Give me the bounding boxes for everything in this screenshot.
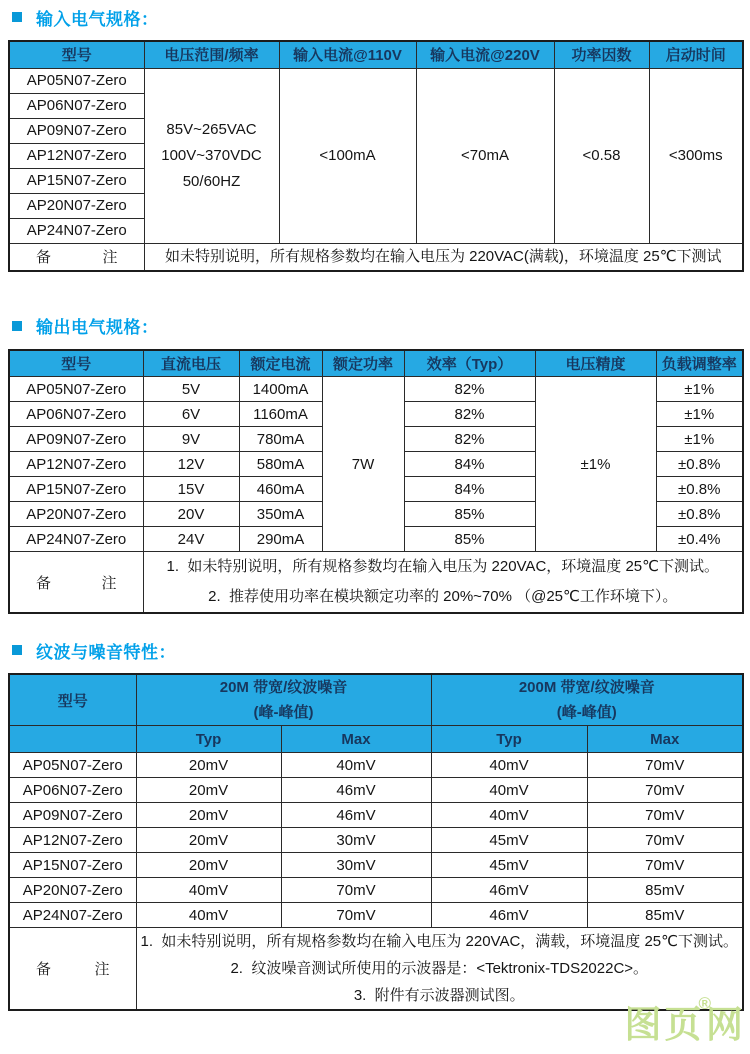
rated-current-cell: 290mA: [239, 527, 322, 552]
voltage-line: 85V~265VAC: [166, 120, 257, 138]
typ-20m-cell: 20mV: [136, 828, 281, 853]
header-typ-20m: Typ: [136, 726, 281, 753]
note-text-cell: [144, 243, 743, 271]
table-row: [9, 853, 743, 878]
header-input-current-220v: 输入电流@220V: [416, 41, 554, 68]
header-power-factor: 功率因数: [554, 41, 649, 68]
max-20m-cell: 30mV: [281, 828, 431, 853]
efficiency-cell: 84%: [404, 452, 535, 477]
load-regulation-cell: ±1%: [656, 427, 743, 452]
header-voltage-range: 电压范围/频率: [144, 41, 279, 68]
model-cell: AP20N07-Zero: [9, 193, 144, 218]
note-row: [9, 928, 743, 1011]
header-startup-time: 启动时间: [649, 41, 743, 68]
note-label-char: 注: [94, 961, 110, 978]
efficiency-cell: 82%: [404, 402, 535, 427]
voltage-line: 100V~370VDC: [161, 146, 262, 164]
voltage-precision-cell: ±1%: [535, 377, 656, 552]
header-row: [9, 41, 743, 68]
table-row: [9, 878, 743, 903]
header-spacer: [9, 726, 136, 753]
model-cell: AP09N07-Zero: [9, 427, 143, 452]
max-200m-cell: 70mV: [587, 778, 743, 803]
model-cell: AP06N07-Zero: [9, 778, 136, 803]
note-label-char: 备: [36, 961, 52, 978]
section-title-input: [0, 7, 750, 27]
rated-current-cell: 350mA: [239, 502, 322, 527]
voltage-line: 50/60HZ: [182, 172, 241, 190]
typ-20m-cell: 20mV: [136, 853, 281, 878]
note-line: 1. 如未特别说明，所有规格参数均在输入电压为 220VAC，环境温度 25℃下测试。: [166, 558, 719, 575]
model-cell: AP12N07-Zero: [9, 143, 144, 168]
subheader-row: [9, 726, 743, 753]
model-cell: AP20N07-Zero: [9, 878, 136, 903]
note-text-cell: [143, 552, 743, 614]
efficiency-cell: 84%: [404, 477, 535, 502]
load-regulation-cell: ±0.4%: [656, 527, 743, 552]
rated-current-cell: 460mA: [239, 477, 322, 502]
typ-200m-cell: 45mV: [431, 853, 587, 878]
dc-voltage-cell: 24V: [143, 527, 239, 552]
note-text-cell: [136, 928, 743, 1011]
note-line: 1. 如未特别说明，所有规格参数均在输入电压为 220VAC，满载，环境温度 25℃下测试。: [140, 933, 738, 950]
group-header-line: 200M 带宽/纹波噪音: [518, 679, 655, 696]
note-label-cell: [9, 928, 136, 1011]
model-cell: AP06N07-Zero: [9, 402, 143, 427]
note-label-char: 注: [102, 249, 118, 266]
section-title-text: 输出电气规格：: [36, 318, 159, 337]
dc-voltage-cell: 20V: [143, 502, 239, 527]
startup-time-cell: <300ms: [649, 68, 743, 243]
typ-200m-cell: 46mV: [431, 903, 587, 928]
note-line: 2. 推荐使用功率在模块额定功率的 20%~70% （@25℃工作环境下）。: [208, 588, 678, 605]
typ-20m-cell: 20mV: [136, 803, 281, 828]
dc-voltage-cell: 9V: [143, 427, 239, 452]
section-bullet-icon: [12, 645, 22, 655]
typ-20m-cell: 40mV: [136, 903, 281, 928]
max-200m-cell: 70mV: [587, 753, 743, 778]
table-row: [9, 828, 743, 853]
header-row: [9, 350, 743, 377]
note-label-char: 注: [101, 574, 117, 592]
model-cell: AP24N07-Zero: [9, 527, 143, 552]
group-header-line: (峰-峰值): [253, 704, 314, 721]
header-efficiency: 效率（Typ）: [404, 350, 535, 377]
dc-voltage-cell: 5V: [143, 377, 239, 402]
section-title-text: 输入电气规格：: [36, 9, 159, 29]
note-line: 2. 纹波噪音测试所使用的示波器是：<Tektronix-TDS2022C>。: [230, 960, 649, 977]
model-cell: AP12N07-Zero: [9, 452, 143, 477]
note-line: 3. 附件有示波器测试图。: [353, 987, 525, 1004]
max-20m-cell: 46mV: [281, 803, 431, 828]
max-20m-cell: 46mV: [281, 778, 431, 803]
ripple-noise-table: [8, 673, 744, 1011]
max-20m-cell: 40mV: [281, 753, 431, 778]
typ-20m-cell: 20mV: [136, 753, 281, 778]
header-dc-voltage: 直流电压: [143, 350, 239, 377]
efficiency-cell: 85%: [404, 527, 535, 552]
model-cell: AP15N07-Zero: [9, 168, 144, 193]
header-model: 型号: [9, 350, 143, 377]
note-label-char: 备: [36, 249, 52, 266]
note-label-cell: [9, 552, 143, 614]
table-row: [9, 377, 743, 402]
rated-current-cell: 780mA: [239, 427, 322, 452]
max-200m-cell: 70mV: [587, 803, 743, 828]
typ-200m-cell: 40mV: [431, 803, 587, 828]
header-max-200m: Max: [587, 726, 743, 753]
rated-current-cell: 580mA: [239, 452, 322, 477]
table-row: [9, 803, 743, 828]
rated-current-cell: 1400mA: [239, 377, 322, 402]
note-label-char: 备: [36, 574, 52, 592]
header-model: 型号: [9, 674, 136, 726]
section-title-text: 纹波与噪音特性：: [36, 642, 176, 662]
section-bullet-icon: [12, 321, 22, 331]
typ-200m-cell: 40mV: [431, 778, 587, 803]
note-label-cell: [9, 243, 144, 271]
max-200m-cell: 85mV: [587, 903, 743, 928]
input-spec-table: [8, 40, 744, 272]
model-cell: AP06N07-Zero: [9, 93, 144, 118]
section-bullet-icon: [12, 12, 22, 22]
typ-20m-cell: 20mV: [136, 778, 281, 803]
dc-voltage-cell: 6V: [143, 402, 239, 427]
header-load-regulation: 负载调整率: [656, 350, 743, 377]
header-typ-200m: Typ: [431, 726, 587, 753]
note-row: [9, 552, 743, 614]
model-cell: AP09N07-Zero: [9, 803, 136, 828]
watermark-text: 图页: [624, 1003, 705, 1045]
rated-power-cell: 7W: [322, 377, 404, 552]
table-row: [9, 778, 743, 803]
max-200m-cell: 70mV: [587, 853, 743, 878]
dc-voltage-cell: 15V: [143, 477, 239, 502]
max-20m-cell: 30mV: [281, 853, 431, 878]
efficiency-cell: 82%: [404, 377, 535, 402]
header-20m-bandwidth-group: [136, 674, 431, 726]
model-cell: AP15N07-Zero: [9, 853, 136, 878]
load-regulation-cell: ±0.8%: [656, 452, 743, 477]
table-row: [9, 68, 743, 93]
typ-200m-cell: 45mV: [431, 828, 587, 853]
registered-mark-icon: ®: [698, 994, 711, 1014]
load-regulation-cell: ±1%: [656, 402, 743, 427]
model-cell: AP24N07-Zero: [9, 903, 136, 928]
max-200m-cell: 70mV: [587, 828, 743, 853]
section-title-ripple: [0, 640, 750, 660]
group-header-line: 20M 带宽/纹波噪音: [219, 679, 348, 696]
note-line: 如未特别说明，所有规格参数均在输入电压为 220VAC(满载)，环境温度 25℃下测试: [164, 247, 722, 265]
output-spec-table: [8, 349, 744, 615]
typ-200m-cell: 40mV: [431, 753, 587, 778]
power-factor-cell: <0.58: [554, 68, 649, 243]
header-row: [9, 674, 743, 726]
header-200m-bandwidth-group: [431, 674, 743, 726]
typ-20m-cell: 40mV: [136, 878, 281, 903]
model-cell: AP20N07-Zero: [9, 502, 143, 527]
header-input-current-110v: 输入电流@110V: [279, 41, 416, 68]
model-cell: AP05N07-Zero: [9, 753, 136, 778]
table-row: [9, 753, 743, 778]
model-cell: AP09N07-Zero: [9, 118, 144, 143]
max-20m-cell: 70mV: [281, 878, 431, 903]
model-cell: AP15N07-Zero: [9, 477, 143, 502]
group-header-line: (峰-峰值): [556, 704, 617, 721]
load-regulation-cell: ±1%: [656, 377, 743, 402]
input-current-110v-cell: <100mA: [279, 68, 416, 243]
header-model: 型号: [9, 41, 144, 68]
load-regulation-cell: ±0.8%: [656, 502, 743, 527]
load-regulation-cell: ±0.8%: [656, 477, 743, 502]
efficiency-cell: 85%: [404, 502, 535, 527]
watermark-logo: [624, 994, 746, 1047]
rated-current-cell: 1160mA: [239, 402, 322, 427]
model-cell: AP05N07-Zero: [9, 68, 144, 93]
header-max-20m: Max: [281, 726, 431, 753]
efficiency-cell: 82%: [404, 427, 535, 452]
header-voltage-precision: 电压精度: [535, 350, 656, 377]
typ-200m-cell: 46mV: [431, 878, 587, 903]
voltage-range-cell: [144, 68, 279, 243]
dc-voltage-cell: 12V: [143, 452, 239, 477]
max-20m-cell: 70mV: [281, 903, 431, 928]
input-current-220v-cell: <70mA: [416, 68, 554, 243]
note-row: [9, 243, 743, 271]
model-cell: AP05N07-Zero: [9, 377, 143, 402]
model-cell: AP24N07-Zero: [9, 218, 144, 243]
watermark-text: 网: [706, 1003, 746, 1045]
section-title-output: [0, 316, 750, 336]
max-200m-cell: 85mV: [587, 878, 743, 903]
header-rated-current: 额定电流: [239, 350, 322, 377]
model-cell: AP12N07-Zero: [9, 828, 136, 853]
header-rated-power: 额定功率: [322, 350, 404, 377]
table-row: [9, 903, 743, 928]
